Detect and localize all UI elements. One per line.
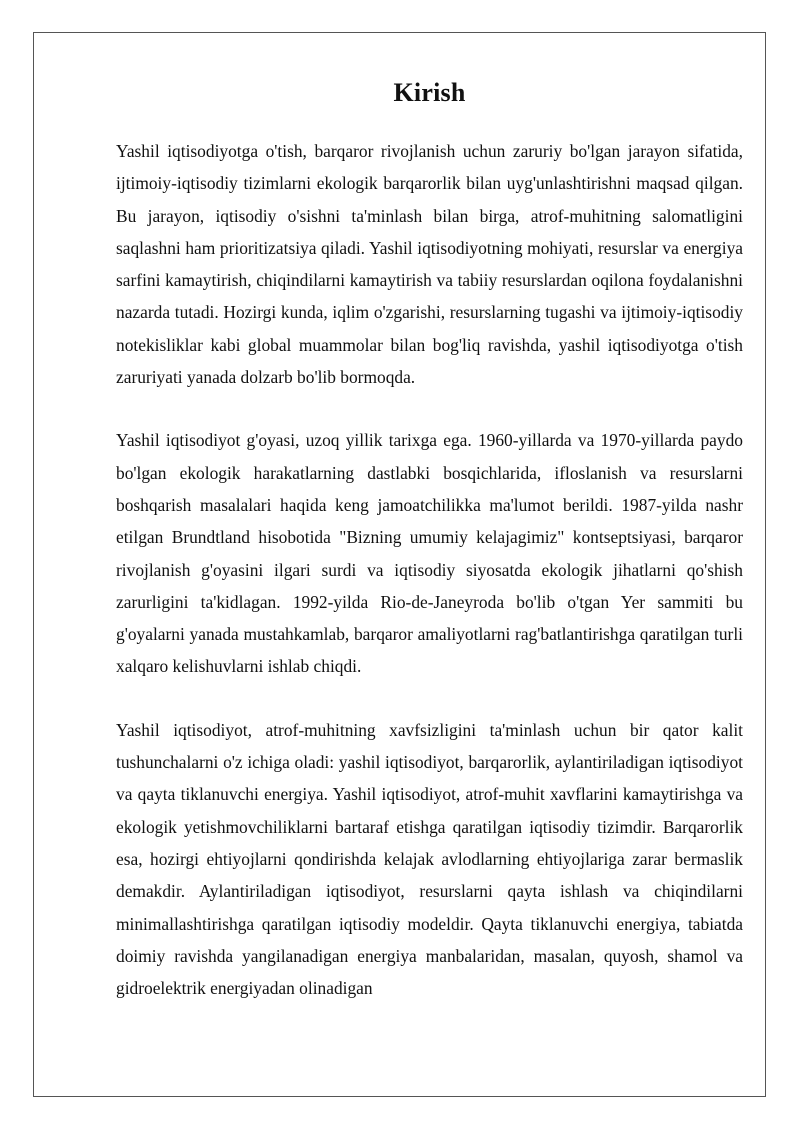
paragraph-2: Yashil iqtisodiyot g'oyasi, uzoq yillik tarixga ega. 1960-yillarda va 1970-yillarda paydo bo'lgan ekologik harakatlarning dastlabki bosqichlarida, ifloslanish va resurslarni boshqarish masalalari haqida keng jamoatchilikka ma'lumot berildi. 1987-yilda nashr etilgan Brundtland hisobotida "Bizning umumiy kelajagimiz" kontseptsiyasi, barqaror rivojlanish g'oyasini ilgari surdi va iqtisodiy siyosatda ekologik jihatlarni qo'shish zarurligini ta'kidlagan. 1992-yilda Rio-de-Janeyroda bo'lib o'tgan Yer sammiti bu g'oyalarni yanada mustahkamlab, barqaror amaliyotlarni rag'batlantirishga qaratilgan turli xalqaro kelishuvlarni ishlab chiqdi. <box>116 430 743 677</box>
paragraph-3: Yashil iqtisodiyot, atrof-muhitning xavfsizligini ta'minlash uchun bir qator kalit tushunchalarni o'z ichiga oladi: yashil iqtisodiyot, barqarorlik, aylantiriladigan iqtisodiyot va qayta tiklanuvchi energiya. Yashil iqtisodiyot, atrof-muhit xavflarini kamaytirishga va ekologik yetishmovchiliklarni bartaraf etishga qaratilgan iqtisodiy tizimdir. Barqarorlik esa, hozirgi ehtiyojlarni qondirishda kelajak avlodlarning ehtiyojlariga zarar bermaslik demakdir. Aylantiriladigan iqtisodiyot, resurslarni qayta ishlash va chiqindilarni minimallashtirishga qaratilgan iqtisodiy modeldir. Qayta tiklanuvchi energiya, tabiatda doimiy ravishda yangilanadigan energiya manbalaridan, masalan, quyosh, shamol va gidroelektrik energiyadan olinadigan <box>116 719 743 999</box>
page-content <box>116 73 743 1035</box>
document-page <box>33 32 766 1097</box>
paragraph-1: Yashil iqtisodiyotga o'tish, barqaror rivojlanish uchun zaruriy bo'lgan jarayon sifatida, ijtimoiy-iqtisodiy tizimlarni ekologik barqarorlik bilan uyg'unlashtirishni maqsad qilgan. Bu jarayon, iqtisodiy o'sishni ta'minlash bilan birga, atrof-muhitning salomatligini saqlashni ham prioritizatsiya qiladi. Yashil iqtisodiyotning mohiyati, resurslar va energiya sarfini kamaytirish, chiqindilarni kamaytirish va tabiiy resurslardan oqilona foydalanishni nazarda tutadi. Hozirgi kunda, iqlim o'zgarishi, resurslarning tugashi va ijtimoiy-iqtisodiy notekisliklar kabi global muammolar bilan bog'liq ravishda, yashil iqtisodiyotga o'tish zaruriyati yanada dolzarb bo'lib bormoqda. <box>116 141 743 388</box>
page-title: Kirish <box>393 78 466 107</box>
